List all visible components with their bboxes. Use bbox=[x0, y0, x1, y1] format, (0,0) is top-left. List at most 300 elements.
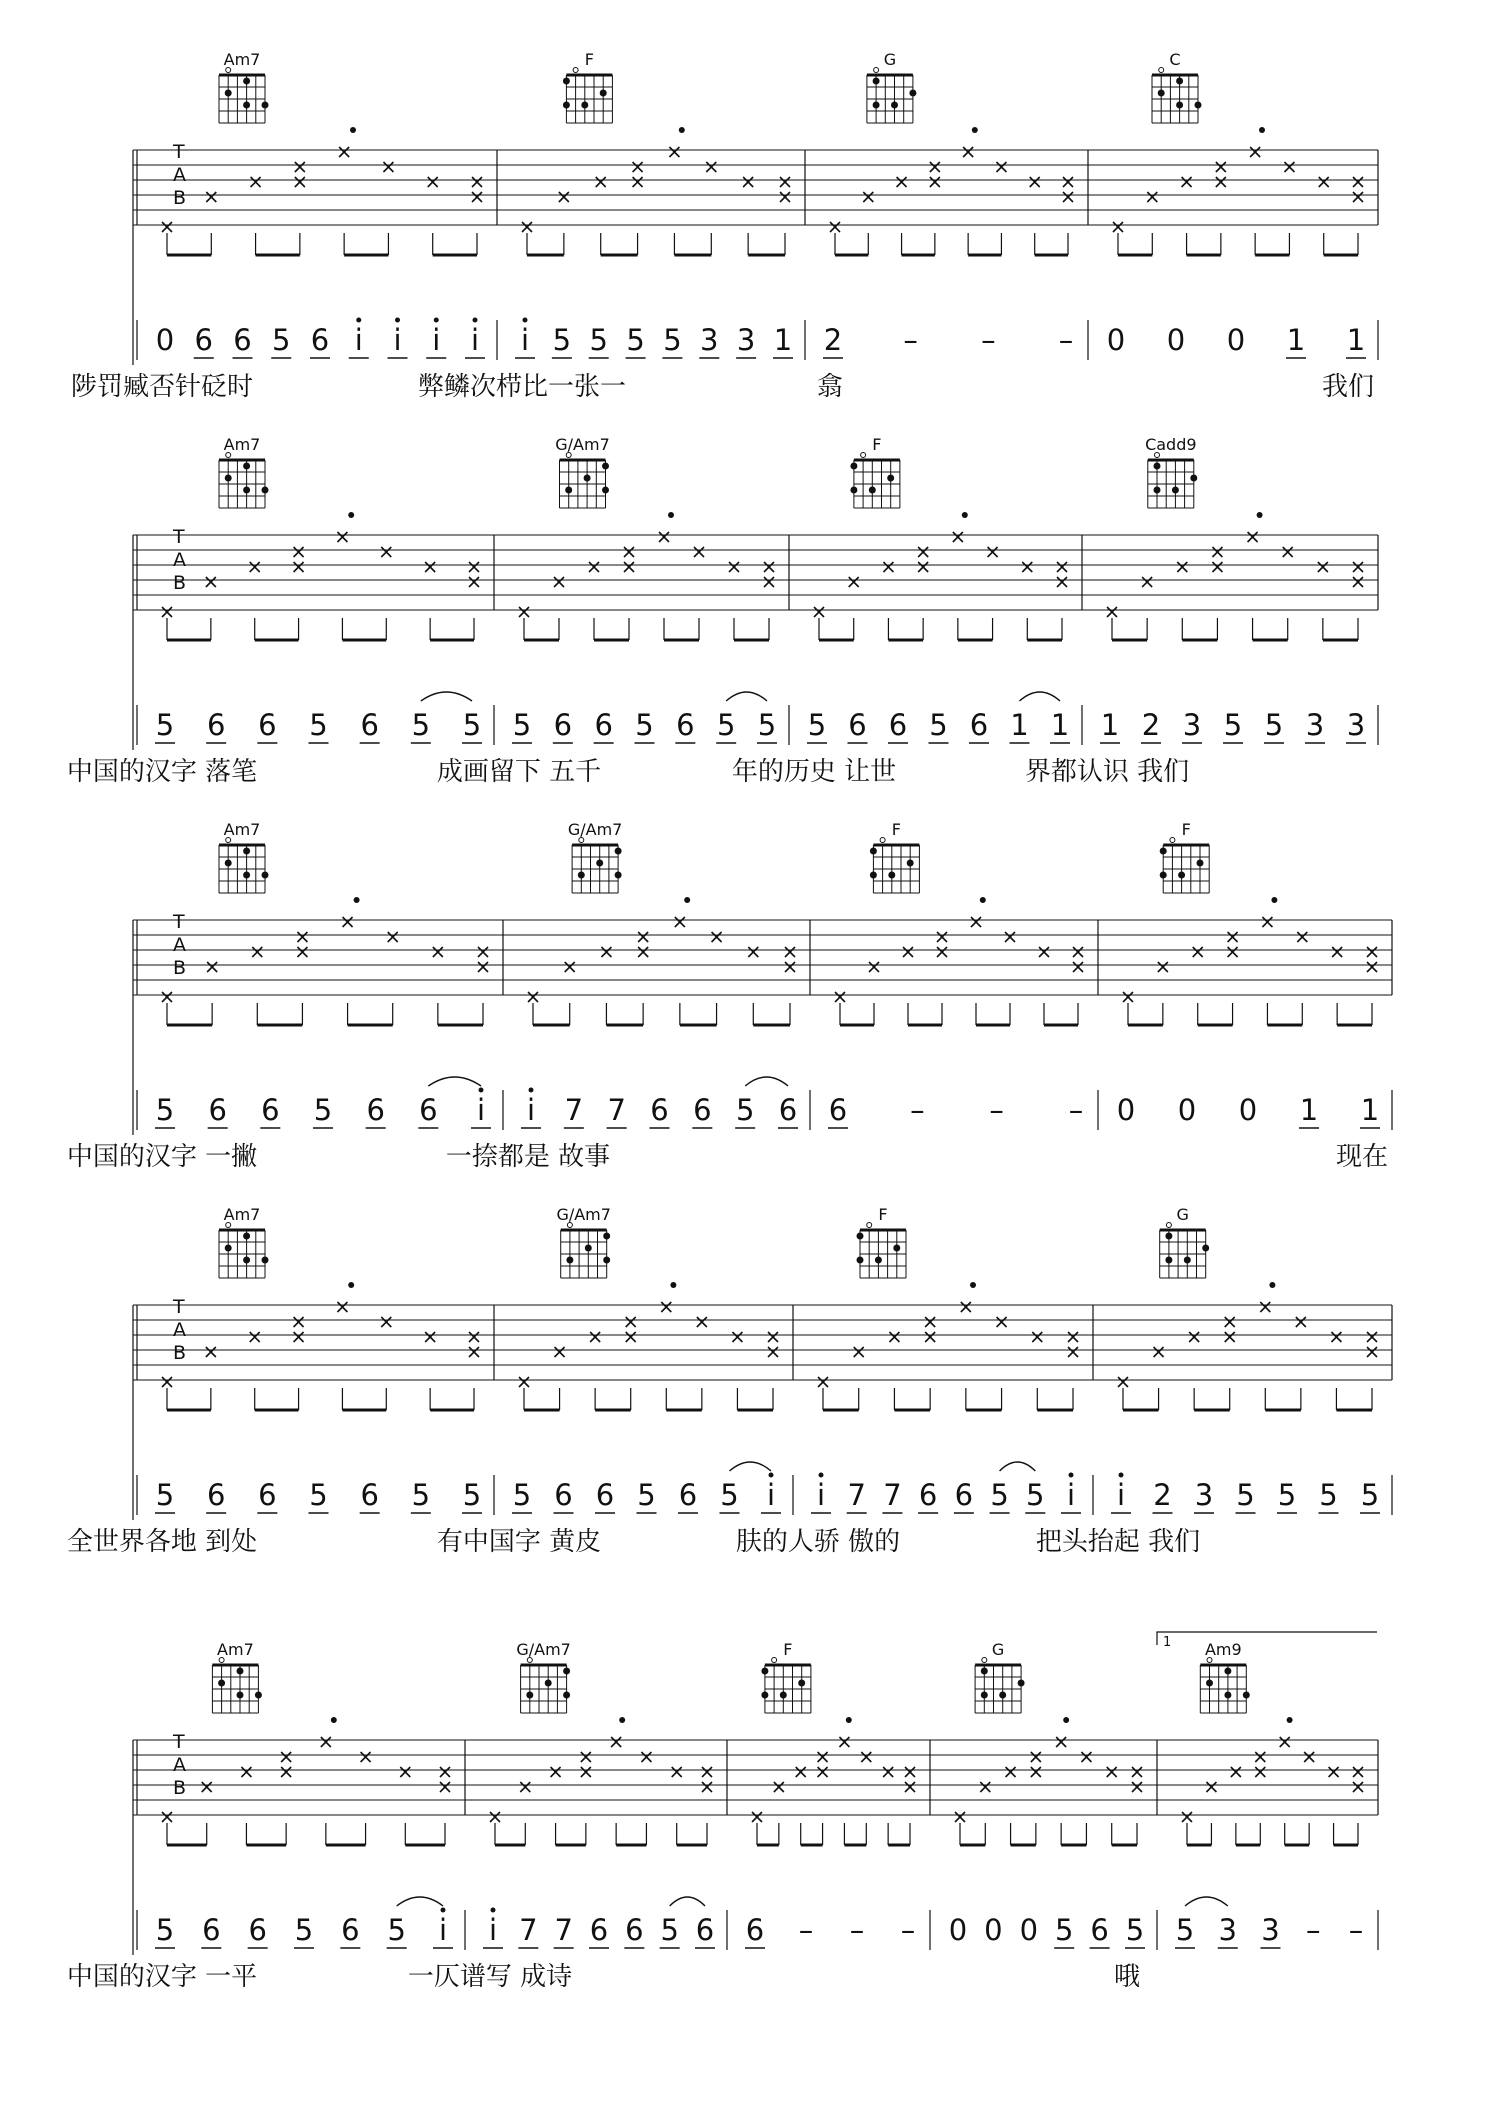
chord-dot bbox=[243, 1233, 250, 1240]
chord-name: G/Am7 bbox=[555, 435, 610, 454]
strum-dot bbox=[980, 897, 986, 903]
jianpu-note: 6 bbox=[888, 708, 908, 742]
tab-note-x bbox=[930, 177, 940, 187]
jianpu-note: 6 bbox=[202, 1913, 221, 1947]
chord-dot bbox=[585, 1245, 592, 1252]
chord-name: G/Am7 bbox=[516, 1640, 571, 1659]
jianpu-note: 0 bbox=[984, 1913, 1003, 1947]
tab-note-x bbox=[1063, 177, 1073, 187]
chord-name: Am7 bbox=[223, 50, 261, 69]
measure bbox=[67, 435, 482, 787]
tab-note-x bbox=[361, 1752, 371, 1762]
tab-note-x bbox=[1283, 547, 1293, 557]
chord-dot bbox=[1165, 1257, 1172, 1264]
tab-note-x bbox=[1068, 1332, 1078, 1342]
measure bbox=[1117, 820, 1388, 1172]
strum-dot bbox=[1257, 512, 1263, 518]
chord-diagram bbox=[867, 50, 917, 123]
tab-note-x bbox=[953, 532, 963, 542]
chord-diagram bbox=[1160, 1205, 1210, 1278]
jianpu-note: – bbox=[900, 1913, 916, 1947]
lyrics: 中国的汉字 一平 bbox=[66, 1962, 258, 1992]
jianpu-note: 5 bbox=[663, 323, 682, 357]
strum-dot bbox=[350, 127, 356, 133]
jianpu-note: 5 bbox=[387, 1913, 406, 1947]
tab-note-x bbox=[835, 992, 845, 1002]
tab-note-x bbox=[925, 1317, 935, 1327]
tab-note-x bbox=[1154, 1347, 1164, 1357]
jianpu-note: 1 bbox=[1346, 323, 1366, 357]
jianpu-note: 3 bbox=[1182, 708, 1202, 742]
tab-note-x bbox=[400, 1767, 410, 1777]
strum-dot bbox=[970, 1282, 976, 1288]
jianpu-note: 5 bbox=[512, 1478, 532, 1512]
chord-diagram bbox=[975, 1640, 1025, 1713]
tab-note-x bbox=[202, 1782, 212, 1792]
octave-dot bbox=[479, 1088, 484, 1093]
jianpu-note: 5 bbox=[1236, 1478, 1255, 1512]
tab-note-x bbox=[383, 162, 393, 172]
tab-clef-letter: A bbox=[173, 164, 186, 186]
chord-dot bbox=[891, 102, 898, 109]
chord-name: F bbox=[878, 1205, 888, 1224]
open-string-mark bbox=[867, 1223, 872, 1228]
tab-note-x bbox=[1296, 1317, 1306, 1327]
chord-dot bbox=[584, 475, 591, 482]
tab-clef-letter: A bbox=[173, 1319, 186, 1341]
jianpu-note: – bbox=[849, 1913, 865, 1947]
lyrics: 一仄谱写 成诗 bbox=[407, 1962, 573, 1992]
tab-note-x bbox=[1031, 1767, 1041, 1777]
tab-note-x bbox=[250, 1332, 260, 1342]
lyrics: 成画留下 五千 bbox=[436, 757, 602, 787]
tab-note-x bbox=[971, 917, 981, 927]
jianpu-note: 3 bbox=[1261, 1913, 1280, 1947]
jianpu-note: 6 bbox=[1090, 1913, 1109, 1947]
jianpu-note: 2 bbox=[1141, 708, 1161, 742]
chord-name: F bbox=[584, 50, 595, 69]
lyrics: 翕 bbox=[816, 372, 844, 402]
octave-dot bbox=[356, 318, 361, 323]
tab-note-x bbox=[1319, 177, 1329, 187]
tab-note-x bbox=[780, 177, 790, 187]
chord-dot bbox=[873, 78, 880, 85]
tab-note-x bbox=[294, 1317, 304, 1327]
jianpu-note: 5 bbox=[716, 708, 736, 742]
octave-dot bbox=[523, 318, 528, 323]
tab-note-x bbox=[1255, 1752, 1265, 1762]
chord-dot bbox=[603, 1257, 610, 1264]
tab-note-x bbox=[1248, 532, 1258, 542]
tab-note-x bbox=[702, 1782, 712, 1792]
tab-note-x bbox=[925, 1332, 935, 1342]
lyrics: 肤的人骄 傲的 bbox=[735, 1527, 901, 1557]
tab-clef-letter: B bbox=[173, 1777, 187, 1799]
measure bbox=[67, 1205, 482, 1557]
strum-dot bbox=[1287, 1717, 1293, 1723]
chord-diagram bbox=[857, 1205, 907, 1278]
tab-note-x bbox=[1123, 992, 1133, 1002]
tab-clef-letter: B bbox=[173, 957, 187, 979]
tab-note-x bbox=[955, 1812, 965, 1822]
tab-note-x bbox=[748, 947, 758, 957]
tab-note-x bbox=[1206, 1782, 1216, 1792]
jianpu-note: 2 bbox=[823, 323, 843, 357]
jianpu-note: 5 bbox=[155, 1093, 175, 1127]
chord-diagram bbox=[1160, 820, 1210, 893]
tab-note-x bbox=[849, 577, 859, 587]
chord-dot bbox=[909, 90, 916, 97]
tab-note-x bbox=[918, 547, 928, 557]
tab-clef-letter: B bbox=[173, 572, 187, 594]
tab-note-x bbox=[743, 177, 753, 187]
octave-dot bbox=[819, 1473, 824, 1478]
tab-note-x bbox=[697, 1317, 707, 1327]
system bbox=[71, 50, 1378, 402]
jianpu-note: 5 bbox=[309, 708, 328, 742]
chord-name: G bbox=[883, 50, 897, 69]
octave-dot bbox=[529, 1088, 534, 1093]
jianpu-note: i bbox=[520, 323, 530, 357]
tab-note-x bbox=[903, 947, 913, 957]
tab-note-x bbox=[1250, 147, 1260, 157]
tie-arc bbox=[421, 692, 472, 701]
jianpu-note: 5 bbox=[155, 1913, 175, 1947]
chord-dot bbox=[1178, 872, 1185, 879]
lyrics: 陟罚臧否针砭时 bbox=[70, 372, 254, 402]
chord-name: F bbox=[783, 1640, 793, 1659]
tab-note-x bbox=[1068, 1347, 1078, 1357]
chord-dot bbox=[581, 102, 588, 109]
tab-note-x bbox=[1228, 932, 1238, 942]
chord-dot bbox=[603, 1233, 610, 1240]
tab-note-x bbox=[633, 177, 643, 187]
jianpu-note: 3 bbox=[1346, 708, 1366, 742]
jianpu-note: i bbox=[526, 1093, 536, 1127]
tab-note-x bbox=[1367, 962, 1377, 972]
tab-note-x bbox=[712, 932, 722, 942]
jianpu-note: 7 bbox=[883, 1478, 902, 1512]
lyrics: 把头抬起 我们 bbox=[1035, 1527, 1201, 1557]
jianpu-note: i bbox=[393, 323, 402, 357]
jianpu-note: 0 bbox=[948, 1913, 968, 1947]
jianpu-note: 5 bbox=[589, 323, 608, 357]
jianpu-note: – bbox=[903, 323, 918, 357]
lyrics: 中国的汉字 落笔 bbox=[66, 757, 258, 787]
tab-clef-letter: B bbox=[173, 1342, 187, 1364]
jianpu-note: 6 bbox=[258, 708, 277, 742]
chord-dot bbox=[615, 848, 622, 855]
octave-dot bbox=[1069, 1473, 1074, 1478]
tab-note-x bbox=[555, 1347, 565, 1357]
tab-note-x bbox=[1073, 947, 1083, 957]
tab-note-x bbox=[294, 1332, 304, 1342]
jianpu-note: 6 bbox=[258, 1478, 277, 1512]
tab-clef-letter: T bbox=[173, 141, 185, 163]
lyrics: 哦 bbox=[1113, 1962, 1141, 1992]
jianpu-note: 5 bbox=[1360, 1478, 1380, 1512]
chord-name: G/Am7 bbox=[556, 1205, 611, 1224]
tab-note-x bbox=[854, 1347, 864, 1357]
jianpu-note: i bbox=[816, 1478, 826, 1512]
tab-note-x bbox=[1057, 562, 1067, 572]
chord-dot bbox=[1190, 475, 1197, 482]
chord-dot bbox=[1176, 102, 1183, 109]
jianpu-note: 6 bbox=[695, 1913, 715, 1947]
jianpu-note: 6 bbox=[625, 1913, 644, 1947]
tab-note-x bbox=[997, 1317, 1007, 1327]
tab-note-x bbox=[624, 562, 634, 572]
tab-note-x bbox=[469, 577, 479, 587]
tab-note-x bbox=[752, 1812, 762, 1822]
tab-note-x bbox=[883, 562, 893, 572]
open-string-mark bbox=[1166, 1223, 1171, 1228]
measure bbox=[1175, 1640, 1363, 1948]
tab-note-x bbox=[559, 192, 569, 202]
open-string-mark bbox=[573, 68, 578, 73]
jianpu-note: – bbox=[798, 1913, 814, 1947]
jianpu-note: 5 bbox=[1175, 1913, 1195, 1947]
tab-note-x bbox=[425, 1332, 435, 1342]
jianpu-note: 5 bbox=[462, 708, 482, 742]
chord-dot bbox=[999, 1692, 1006, 1699]
chord-dot bbox=[1197, 860, 1204, 867]
tab-note-x bbox=[1177, 562, 1187, 572]
jianpu-note: 5 bbox=[313, 1093, 333, 1127]
chord-dot bbox=[1202, 1245, 1209, 1252]
jianpu-note: – bbox=[1058, 323, 1074, 357]
tab-note-x bbox=[1158, 962, 1168, 972]
tab-note-x bbox=[780, 192, 790, 202]
jianpu-note: 6 bbox=[828, 1093, 848, 1127]
tab-note-x bbox=[1212, 562, 1222, 572]
tab-note-x bbox=[469, 1347, 479, 1357]
strum-dot bbox=[670, 1282, 676, 1288]
tab-note-x bbox=[930, 162, 940, 172]
tab-note-x bbox=[1318, 562, 1328, 572]
jianpu-note: 1 bbox=[1050, 708, 1070, 742]
tab-note-x bbox=[428, 177, 438, 187]
tab-note-x bbox=[162, 607, 172, 617]
measure bbox=[736, 1205, 1081, 1557]
chord-dot bbox=[1172, 487, 1179, 494]
tab-clef-letter: T bbox=[173, 1296, 185, 1318]
volta-number: 1 bbox=[1163, 1635, 1172, 1650]
jianpu-note: 5 bbox=[462, 1478, 482, 1512]
chord-dot bbox=[869, 487, 876, 494]
chord-dot bbox=[225, 860, 232, 867]
tab-note-x bbox=[472, 192, 482, 202]
jianpu-note: 6 bbox=[676, 708, 695, 742]
tab-note-x bbox=[1304, 1752, 1314, 1762]
chord-dot bbox=[1224, 1692, 1231, 1699]
chord-dot bbox=[262, 102, 269, 109]
jianpu-note: 0 bbox=[1166, 323, 1186, 357]
tab-note-x bbox=[252, 947, 262, 957]
tab-note-x bbox=[626, 1332, 636, 1342]
tab-note-x bbox=[1284, 162, 1294, 172]
tie-arc bbox=[1185, 1897, 1228, 1906]
tab-note-x bbox=[1081, 1752, 1091, 1762]
tab-note-x bbox=[1113, 222, 1123, 232]
tab-note-x bbox=[1132, 1767, 1142, 1777]
octave-dot bbox=[473, 318, 478, 323]
jianpu-note: 6 bbox=[678, 1478, 698, 1512]
tab-note-x bbox=[1118, 1377, 1128, 1387]
tab-note-x bbox=[785, 947, 795, 957]
tab-note-x bbox=[1280, 1737, 1290, 1747]
chord-dot bbox=[857, 1257, 864, 1264]
lyrics: 有中国字 黄皮 bbox=[436, 1527, 602, 1557]
jianpu-note: 6 bbox=[553, 708, 573, 742]
tab-note-x bbox=[1182, 1812, 1192, 1822]
strum-dot bbox=[962, 512, 968, 518]
jianpu-note: 6 bbox=[745, 1913, 765, 1947]
lyrics: 全世界各地 到处 bbox=[66, 1527, 258, 1557]
chord-dot bbox=[981, 1668, 988, 1675]
tab-note-x bbox=[1063, 192, 1073, 202]
jianpu-note: 5 bbox=[411, 1478, 431, 1512]
jianpu-note: 5 bbox=[660, 1913, 679, 1947]
tab-note-x bbox=[1032, 1332, 1042, 1342]
chord-dot bbox=[615, 872, 622, 879]
strum-dot bbox=[1259, 127, 1265, 133]
jianpu-note: 0 bbox=[1226, 323, 1246, 357]
tab-clef-letter: T bbox=[173, 526, 185, 548]
tab-note-x bbox=[490, 1812, 500, 1822]
strum-dot bbox=[331, 1717, 337, 1723]
tab-note-x bbox=[1182, 177, 1192, 187]
jianpu-note: 7 bbox=[607, 1093, 626, 1127]
octave-dot bbox=[1119, 1473, 1124, 1478]
tab-note-x bbox=[796, 1767, 806, 1777]
strum-dot bbox=[348, 1282, 354, 1288]
tab-note-x bbox=[440, 1782, 450, 1792]
jianpu-note: 7 bbox=[847, 1478, 866, 1512]
tie-arc bbox=[726, 692, 767, 701]
chord-diagram bbox=[219, 435, 269, 508]
chord-dot bbox=[526, 1692, 533, 1699]
jianpu-note: 5 bbox=[294, 1913, 314, 1947]
tab-note-x bbox=[388, 932, 398, 942]
tab-note-x bbox=[661, 1302, 671, 1312]
jianpu-note: 5 bbox=[1125, 1913, 1145, 1947]
measure bbox=[732, 435, 1070, 787]
chord-dot bbox=[602, 463, 609, 470]
jianpu-note: i bbox=[470, 323, 480, 357]
tab-note-x bbox=[297, 947, 307, 957]
tab-note-x bbox=[1367, 947, 1377, 957]
tab-note-x bbox=[633, 162, 643, 172]
octave-dot bbox=[769, 1473, 774, 1478]
chord-name: Cadd9 bbox=[1145, 435, 1197, 454]
strum-dot bbox=[679, 127, 685, 133]
chord-dot bbox=[1154, 463, 1161, 470]
lyrics: 界都认识 我们 bbox=[1024, 757, 1190, 787]
jianpu-note: i bbox=[438, 1913, 448, 1947]
jianpu-note: 1 bbox=[1010, 708, 1029, 742]
tab-note-x bbox=[281, 1752, 291, 1762]
chord-name: Am7 bbox=[223, 1205, 261, 1224]
tab-note-x bbox=[1142, 577, 1152, 587]
tie-arc bbox=[730, 1462, 772, 1471]
jianpu-note: 5 bbox=[929, 708, 948, 742]
tab-note-x bbox=[519, 1377, 529, 1387]
jianpu-note: 1 bbox=[1360, 1093, 1380, 1127]
chord-diagram bbox=[850, 435, 900, 508]
chord-diagram bbox=[219, 1205, 269, 1278]
strum-dot bbox=[972, 127, 978, 133]
chord-diagram bbox=[563, 50, 613, 123]
measure bbox=[828, 820, 1083, 1128]
jianpu-note: 0 bbox=[1177, 1093, 1197, 1127]
chord-name: Am7 bbox=[223, 820, 261, 839]
chord-dot bbox=[857, 1233, 864, 1240]
jianpu-note: i bbox=[1116, 1478, 1126, 1512]
chord-dot bbox=[761, 1692, 768, 1699]
open-string-mark bbox=[880, 838, 885, 843]
tab-note-x bbox=[638, 932, 648, 942]
jianpu-note: 6 bbox=[366, 1093, 385, 1127]
tab-note-x bbox=[961, 1302, 971, 1312]
strum-dot bbox=[354, 897, 360, 903]
tab-note-x bbox=[1031, 1752, 1041, 1762]
tab-note-x bbox=[528, 992, 538, 1002]
jianpu-note: 5 bbox=[635, 708, 654, 742]
tab-note-x bbox=[250, 562, 260, 572]
chord-dot bbox=[870, 848, 877, 855]
measure bbox=[408, 1640, 715, 1992]
jianpu-note: 5 bbox=[757, 708, 777, 742]
jianpu-note: 3 bbox=[736, 323, 756, 357]
jianpu-note: 6 bbox=[360, 708, 379, 742]
jianpu-note: 3 bbox=[700, 323, 719, 357]
chord-name: G/Am7 bbox=[567, 820, 623, 839]
jianpu-note: 6 bbox=[595, 1478, 615, 1512]
chord-dot bbox=[565, 487, 572, 494]
tab-note-x bbox=[669, 147, 679, 157]
jianpu-note: 6 bbox=[208, 1093, 227, 1127]
tab-note-x bbox=[381, 547, 391, 557]
tab-note-x bbox=[337, 532, 347, 542]
tie-arc bbox=[428, 1077, 481, 1086]
tab-note-x bbox=[1225, 1332, 1235, 1342]
measure bbox=[67, 1640, 453, 1992]
jianpu-note: 6 bbox=[954, 1478, 974, 1512]
tab-note-x bbox=[889, 1332, 899, 1342]
tab-note-x bbox=[294, 562, 304, 572]
tab-note-x bbox=[522, 222, 532, 232]
jianpu-note: 1 bbox=[1100, 708, 1120, 742]
jianpu-note: 3 bbox=[1194, 1478, 1214, 1512]
jianpu-note: 1 bbox=[1286, 323, 1306, 357]
tab-note-x bbox=[1367, 1332, 1377, 1342]
measure bbox=[817, 50, 1073, 402]
chord-diagram bbox=[870, 820, 920, 893]
jianpu-note: 6 bbox=[206, 1478, 226, 1512]
jianpu-note: 0 bbox=[1116, 1093, 1136, 1127]
tab-note-x bbox=[641, 1752, 651, 1762]
tab-note-x bbox=[206, 577, 216, 587]
tab-note-x bbox=[937, 947, 947, 957]
tab-note-x bbox=[869, 962, 879, 972]
chord-dot bbox=[870, 872, 877, 879]
jianpu-note: 6 bbox=[918, 1478, 938, 1512]
tab-note-x bbox=[1353, 192, 1363, 202]
chord-dot bbox=[243, 102, 250, 109]
jianpu-note: 5 bbox=[411, 708, 431, 742]
tab-note-x bbox=[988, 547, 998, 557]
